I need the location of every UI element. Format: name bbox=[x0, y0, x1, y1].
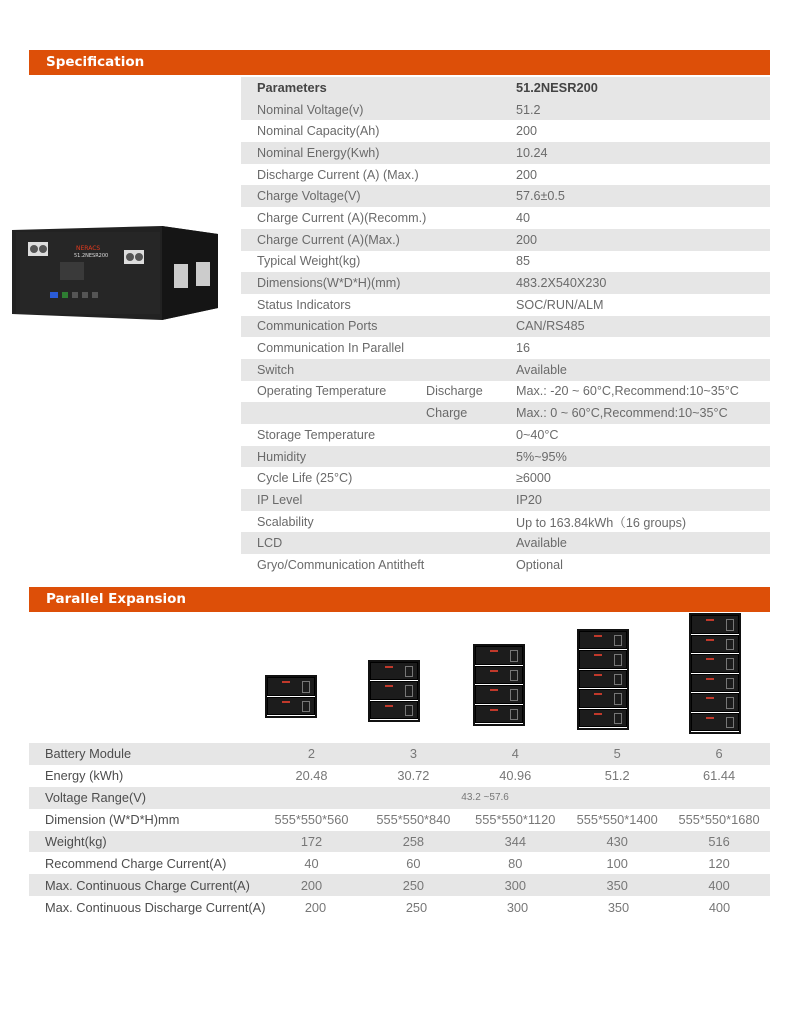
spec-row bbox=[241, 185, 770, 207]
spec-row bbox=[241, 554, 770, 576]
spec-value: 483.2X540X230 bbox=[516, 276, 607, 291]
spec-value: 200 bbox=[516, 124, 538, 139]
spec-value: 16 bbox=[516, 341, 531, 356]
parallel-row-label: Voltage Range(V) bbox=[45, 790, 147, 806]
battery-module-icon bbox=[579, 650, 627, 669]
spec-row bbox=[241, 337, 770, 359]
spec-row bbox=[241, 207, 770, 229]
parallel-row bbox=[29, 831, 770, 853]
spec-value: 0~40°C bbox=[516, 427, 559, 442]
spec-param: Operating Temperature bbox=[257, 384, 387, 399]
parallel-cell: 20.48 bbox=[295, 768, 328, 784]
battery-module-icon bbox=[691, 674, 739, 693]
parallel-cell: 120 bbox=[708, 855, 730, 871]
battery-module-icon bbox=[579, 670, 627, 689]
battery-module-icon bbox=[267, 697, 315, 716]
spec-row bbox=[241, 467, 770, 489]
parallel-cell: 100 bbox=[606, 855, 628, 871]
specification-table bbox=[241, 77, 770, 576]
spec-value: 200 bbox=[516, 167, 538, 182]
parallel-cell: 60 bbox=[406, 855, 421, 871]
spec-row bbox=[241, 229, 770, 251]
spec-row bbox=[241, 99, 770, 121]
spec-param: Charge Current (A)(Max.) bbox=[257, 232, 400, 247]
svg-text:51.2NESR200: 51.2NESR200 bbox=[74, 253, 109, 259]
parallel-cell: 555*550*1120 bbox=[475, 812, 556, 828]
spec-row bbox=[241, 446, 770, 468]
spec-row bbox=[241, 142, 770, 164]
battery-module-icon bbox=[370, 701, 418, 720]
parallel-cell: 516 bbox=[708, 834, 730, 849]
parallel-row-label: Weight(kg) bbox=[45, 834, 107, 849]
parallel-cell: 400 bbox=[708, 899, 731, 915]
specification-banner: Specification bbox=[29, 50, 770, 75]
spec-value: SOC/RUN/ALM bbox=[516, 297, 604, 312]
parallel-cell: 250 bbox=[405, 899, 428, 915]
spec-param: LCD bbox=[257, 536, 283, 551]
battery-stack-2 bbox=[265, 675, 317, 718]
parallel-cell: 350 bbox=[607, 899, 630, 915]
parallel-cell: 555*550*1400 bbox=[576, 812, 658, 828]
spec-param: Humidity bbox=[257, 449, 306, 464]
spec-value: 85 bbox=[516, 254, 531, 269]
spec-row bbox=[241, 164, 770, 186]
battery-product-image bbox=[12, 222, 218, 320]
spec-sub: Charge bbox=[426, 406, 468, 421]
spec-param: Cycle Life (25°C) bbox=[257, 471, 353, 486]
parallel-row-label: Battery Module bbox=[45, 746, 132, 762]
battery-stack-images bbox=[241, 612, 770, 742]
battery-stack-5 bbox=[577, 629, 629, 731]
battery-module-icon bbox=[267, 677, 315, 696]
spec-param: Nominal Capacity(Ah) bbox=[257, 124, 380, 139]
spec-row bbox=[241, 489, 770, 511]
parallel-cell: 6 bbox=[715, 746, 723, 762]
battery-module-icon bbox=[475, 646, 523, 665]
battery-module-icon bbox=[370, 681, 418, 700]
parallel-row-label: Energy (kWh) bbox=[45, 768, 124, 784]
parallel-row bbox=[29, 765, 770, 787]
spec-row bbox=[241, 294, 770, 316]
parallel-cell: 200 bbox=[300, 877, 323, 893]
spec-value: IP20 bbox=[516, 492, 542, 507]
spec-row bbox=[241, 381, 770, 403]
battery-module-icon bbox=[579, 689, 627, 708]
parallel-cell: 172 bbox=[300, 834, 323, 849]
spec-param: Charge Voltage(V) bbox=[257, 189, 361, 204]
parallel-cell: 5 bbox=[613, 746, 621, 762]
spec-param: Nominal Voltage(v) bbox=[257, 102, 364, 117]
spec-param: IP Level bbox=[257, 492, 303, 507]
spec-value: Available bbox=[516, 362, 567, 377]
spec-param: Gryo/Communication Antitheft bbox=[257, 557, 425, 572]
parallel-cell: 555*550*1680 bbox=[678, 812, 760, 828]
spec-value: Available bbox=[516, 536, 567, 551]
parallel-row bbox=[29, 787, 770, 809]
battery-module-icon bbox=[579, 709, 627, 728]
parallel-row bbox=[29, 896, 770, 918]
model-header: 51.2NESR200 bbox=[516, 80, 598, 96]
spec-value: 40 bbox=[516, 210, 531, 225]
parallel-cell: 400 bbox=[708, 877, 730, 893]
spec-value: ≥6000 bbox=[516, 471, 551, 486]
battery-module-icon bbox=[579, 631, 627, 650]
spec-value: Optional bbox=[516, 557, 563, 572]
parallel-cell: 350 bbox=[606, 877, 628, 893]
spec-param: Communication Ports bbox=[257, 319, 378, 334]
spec-row bbox=[241, 402, 770, 424]
parallel-row bbox=[29, 809, 770, 831]
spec-value: 10.24 bbox=[516, 145, 548, 160]
parallel-span-value: 43.2 ~57.6 bbox=[461, 792, 509, 804]
parallel-expansion-banner: Parallel Expansion bbox=[29, 587, 770, 612]
battery-module-icon bbox=[691, 615, 739, 634]
parallel-cell: 51.2 bbox=[604, 768, 630, 784]
spec-row bbox=[241, 511, 770, 533]
battery-module-icon bbox=[475, 705, 523, 724]
spec-param: Discharge Current (A) (Max.) bbox=[257, 167, 419, 182]
parallel-cell: 300 bbox=[506, 899, 529, 915]
spec-row bbox=[241, 251, 770, 273]
parallel-cell: 4 bbox=[511, 746, 519, 762]
spec-row bbox=[241, 359, 770, 381]
parallel-cell: 258 bbox=[402, 834, 425, 849]
battery-stack-3 bbox=[368, 660, 420, 723]
spec-value: CAN/RS485 bbox=[516, 319, 585, 334]
param-header: Parameters bbox=[257, 80, 327, 96]
parallel-cell: 300 bbox=[504, 877, 526, 893]
spec-value: Up to 163.84kWh（16 groups) bbox=[516, 516, 687, 531]
spec-value: 5%~95% bbox=[516, 449, 567, 464]
spec-row bbox=[241, 424, 770, 446]
parallel-row-label: Dimension (W*D*H)mm bbox=[45, 812, 180, 828]
spec-row bbox=[241, 120, 770, 142]
spec-value: Max.: 0 ~ 60°C,Recommend:10~35°C bbox=[516, 406, 728, 421]
svg-text:NERACS: NERACS bbox=[76, 245, 101, 252]
battery-module-icon bbox=[475, 685, 523, 704]
spec-row bbox=[241, 316, 770, 338]
battery-module-icon bbox=[691, 654, 739, 673]
spec-value: Max.: -20 ~ 60°C,Recommend:10~35°C bbox=[516, 384, 739, 399]
parallel-cell: 430 bbox=[606, 834, 628, 849]
parallel-cell: 555*550*560 bbox=[274, 812, 349, 828]
parallel-cell: 30.72 bbox=[397, 768, 430, 784]
battery-module-icon bbox=[475, 666, 523, 685]
parallel-row-label: Max. Continuous Charge Current(A) bbox=[45, 877, 250, 893]
parallel-cell: 250 bbox=[402, 877, 425, 893]
parallel-cell: 61.44 bbox=[703, 768, 736, 784]
battery-stack-4 bbox=[473, 644, 525, 726]
parallel-cell: 344 bbox=[504, 834, 526, 849]
spec-param: Typical Weight(kg) bbox=[257, 254, 361, 269]
parallel-row-label: Recommend Charge Current(A) bbox=[45, 855, 227, 871]
parallel-row bbox=[29, 852, 770, 874]
battery-module-icon bbox=[370, 662, 418, 681]
spec-sub: Discharge bbox=[426, 384, 483, 399]
spec-value: 200 bbox=[516, 232, 538, 247]
parallel-cell: 200 bbox=[304, 899, 327, 915]
parallel-cell: 3 bbox=[409, 746, 417, 762]
parallel-cell: 40 bbox=[304, 855, 319, 871]
spec-param: Scalability bbox=[257, 514, 314, 529]
spec-param: Communication In Parallel bbox=[257, 341, 404, 356]
parallel-cell: 40.96 bbox=[499, 768, 532, 784]
parallel-row-label: Max. Continuous Discharge Current(A) bbox=[45, 899, 266, 915]
spec-param: Switch bbox=[257, 362, 295, 377]
parallel-row bbox=[29, 874, 770, 896]
spec-row bbox=[241, 532, 770, 554]
spec-param: Dimensions(W*D*H)(mm) bbox=[257, 276, 401, 291]
battery-module-icon bbox=[691, 713, 739, 732]
parallel-cell: 80 bbox=[508, 855, 523, 871]
spec-param: Charge Current (A)(Recomm.) bbox=[257, 210, 427, 225]
parallel-cell: 2 bbox=[307, 746, 316, 762]
spec-header-row bbox=[241, 77, 770, 99]
spec-value: 51.2 bbox=[516, 102, 541, 117]
parallel-cell: 555*550*840 bbox=[376, 812, 451, 828]
parallel-expansion-table bbox=[29, 743, 770, 918]
battery-stack-6 bbox=[689, 613, 741, 734]
spec-param: Status Indicators bbox=[257, 297, 351, 312]
parallel-row bbox=[29, 743, 770, 765]
battery-module-icon bbox=[691, 635, 739, 654]
battery-module-icon bbox=[691, 693, 739, 712]
spec-param: Storage Temperature bbox=[257, 427, 376, 442]
spec-value: 57.6±0.5 bbox=[516, 189, 565, 204]
spec-row bbox=[241, 272, 770, 294]
spec-param: Nominal Energy(Kwh) bbox=[257, 145, 380, 160]
